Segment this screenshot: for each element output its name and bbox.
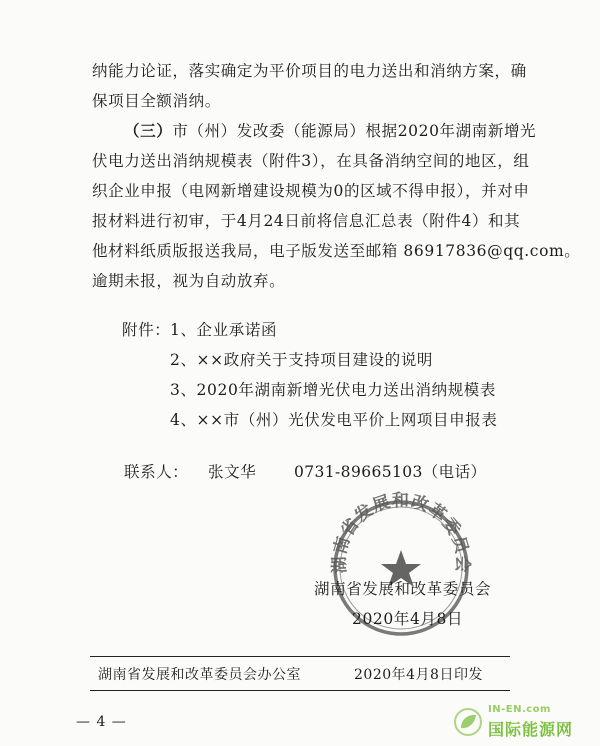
text-line: 伏电力送出消纳规模表（附件3），在具备消纳空间的地区，组	[92, 152, 530, 170]
attachments-label: 附件：	[122, 321, 171, 339]
text-fragment: 市（州）发改委（能源局）根据2020年湖南新增光	[172, 122, 537, 140]
footer-office: 湖南省发展和改革委员会办公室	[98, 667, 301, 683]
signing-organization: 湖南省发展和改革委员会	[314, 580, 492, 598]
footer-issue-date: 2020年4月8日印发	[354, 667, 483, 683]
contact-phone: 0731-89665103（电话）	[294, 463, 487, 481]
leaf-logo-icon	[452, 706, 484, 738]
watermark-name: 国际能源网	[488, 720, 574, 739]
attachment-item: 4、××市（州）光伏发电平价上网项目申报表	[170, 411, 498, 429]
text-line: 织企业申报（电网新增建设规模为0的区域不得申报），并对申	[92, 182, 530, 200]
paragraph-continuation	[92, 56, 527, 116]
text-line: 报材料进行初审，于4月24日前将信息汇总表（附件4）和其	[92, 212, 521, 230]
footer-top-rule	[90, 656, 510, 657]
seal-text: 湖南省发展和改革委员会	[329, 490, 473, 574]
footer-bottom-rule	[90, 690, 510, 691]
page-number: — 4 —	[76, 714, 127, 730]
contact-label: 联系人：	[124, 463, 189, 481]
text-line: 他材料纸质版报送我局，电子版发送至邮箱 86917836@qq.com。	[92, 242, 581, 260]
text-line: 纳能力论证，落实确定为平价项目的电力送出和消纳方案，确	[92, 62, 527, 80]
contact-name: 张文华	[208, 463, 257, 481]
attachment-item: 1、企业承诺函	[170, 321, 278, 339]
text-line: 逾期未报，视为自动放弃。	[92, 272, 286, 290]
attachment-item: 2、××政府关于支持项目建设的说明	[170, 351, 434, 369]
text-line	[92, 116, 537, 146]
site-watermark	[448, 702, 596, 742]
signing-date: 2020年4月8日	[352, 610, 464, 628]
text-line: 保项目全额消纳。	[92, 92, 221, 110]
watermark-domain: IN-EN.com	[488, 704, 551, 715]
paragraph-section-three	[92, 116, 581, 296]
section-label: （三）	[124, 121, 173, 140]
attachment-item: 3、2020年湖南新增光伏电力送出消纳规模表	[170, 381, 497, 399]
